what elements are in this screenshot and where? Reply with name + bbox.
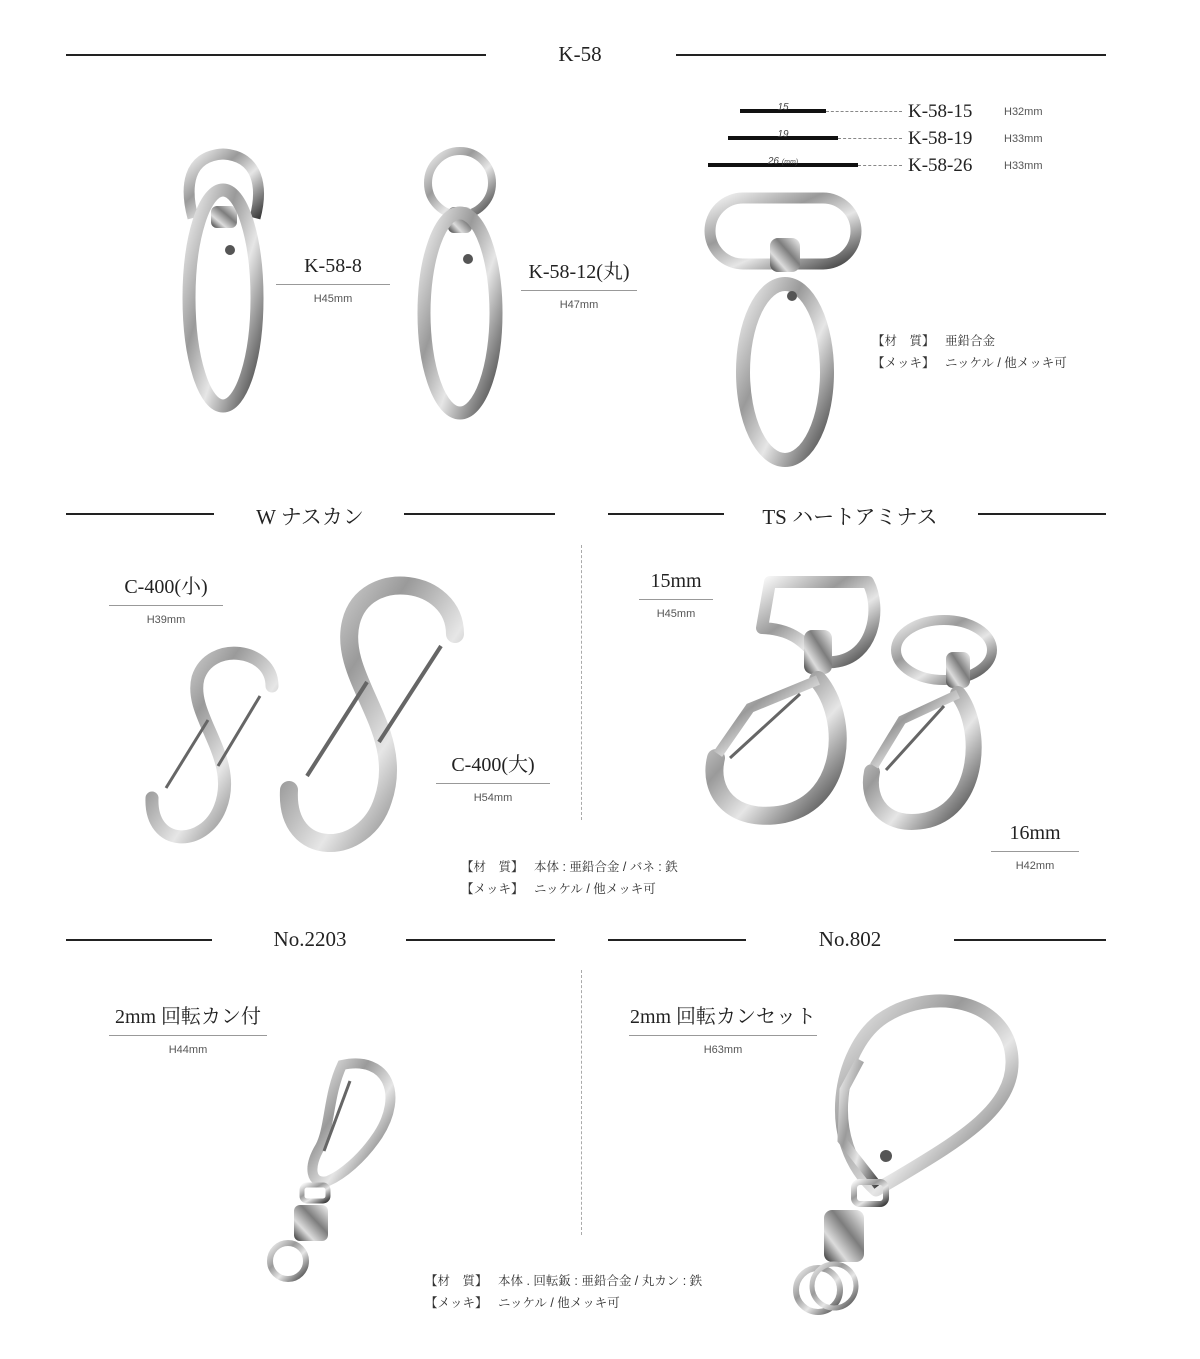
ts-15-name: 15mm — [639, 570, 713, 600]
ts-16-label — [991, 822, 1079, 872]
no802-rule-right — [954, 939, 1106, 941]
k58-spec: 【材 質】 亜鉛合金 【メッキ】 ニッケル / 他メッキ可 — [872, 334, 1067, 370]
divider-bottom — [581, 970, 582, 1235]
size-row-k58-15 — [0, 101, 1200, 121]
k58-8-height: H45mm — [313, 293, 353, 305]
divider-middle — [581, 545, 582, 820]
no802-rule-left — [608, 939, 746, 941]
k58-rule-left — [66, 54, 486, 56]
size-bar-19: 19 — [728, 136, 838, 140]
ts-15-height: H45mm — [656, 608, 696, 620]
size-height-15: H32mm — [1004, 106, 1043, 118]
size-height-19: H33mm — [1004, 133, 1043, 145]
no802-name: 2mm 回転カンセット — [629, 1000, 817, 1036]
no2203-label — [109, 1000, 267, 1056]
w-rule-right — [404, 513, 555, 515]
c400-small-label — [109, 570, 223, 626]
k58-8-label — [276, 255, 390, 305]
section-title-no2203: No.2203 — [273, 927, 347, 951]
w-rule-left — [66, 513, 214, 515]
size-code-26: K-58-26 — [908, 155, 973, 176]
c400-large-image — [275, 570, 475, 865]
c400-large-label — [436, 748, 550, 804]
ts-16-image — [858, 610, 998, 840]
c400-large-name: C-400(大) — [436, 748, 550, 784]
k58-12-height: H47mm — [559, 299, 599, 311]
size-bar-15: 15 — [740, 109, 826, 113]
section-title-ts: TS ハートアミナス — [762, 505, 938, 529]
k58-12-image — [410, 145, 510, 415]
size-row-k58-19 — [0, 128, 1200, 148]
no2203-rule-left — [66, 939, 212, 941]
c400-small-height: H39mm — [146, 614, 186, 626]
size-row-k58-26 — [0, 155, 1200, 175]
k58-rule-right — [676, 54, 1106, 56]
size-code-19: K-58-19 — [908, 128, 973, 149]
section-title-no802: No.802 — [818, 927, 882, 951]
size-bar-26: 26 (mm) — [708, 163, 858, 167]
k58-12-label — [521, 255, 637, 311]
ts-16-name: 16mm — [991, 822, 1079, 852]
k58-large-image — [700, 192, 870, 467]
size-code-15: K-58-15 — [908, 101, 973, 122]
k58-8-name: K-58-8 — [276, 255, 390, 285]
c400-small-image — [140, 638, 290, 853]
no2203-height: H44mm — [168, 1044, 208, 1056]
no2203-rule-right — [406, 939, 555, 941]
size-height-26: H33mm — [1004, 160, 1043, 172]
k58-8-image — [175, 148, 275, 413]
ts-rule-right — [978, 513, 1106, 515]
no2203-image — [258, 1055, 403, 1290]
ts-16-height: H42mm — [1015, 860, 1055, 872]
k58-12-name: K-58-12(丸) — [521, 255, 637, 291]
no802-image — [780, 990, 1025, 1320]
section-title-w: W ナスカン — [256, 505, 364, 529]
no802-height: H63mm — [703, 1044, 743, 1056]
no2203-spec: 【材 質】 本体 . 回転鈑 : 亜鉛合金 / 丸カン : 鉄 【メッキ】 ニッケル / 他メッキ可 — [425, 1274, 703, 1310]
c400-large-height: H54mm — [473, 792, 513, 804]
ts-rule-left — [608, 513, 724, 515]
section-title-k58: K-58 — [558, 42, 602, 66]
c400-small-name: C-400(小) — [109, 570, 223, 606]
w-spec: 【材 質】 本体 : 亜鉛合金 / バネ : 鉄 【メッキ】 ニッケル / 他メッキ可 — [461, 860, 678, 896]
no2203-name: 2mm 回転カン付 — [109, 1000, 267, 1036]
